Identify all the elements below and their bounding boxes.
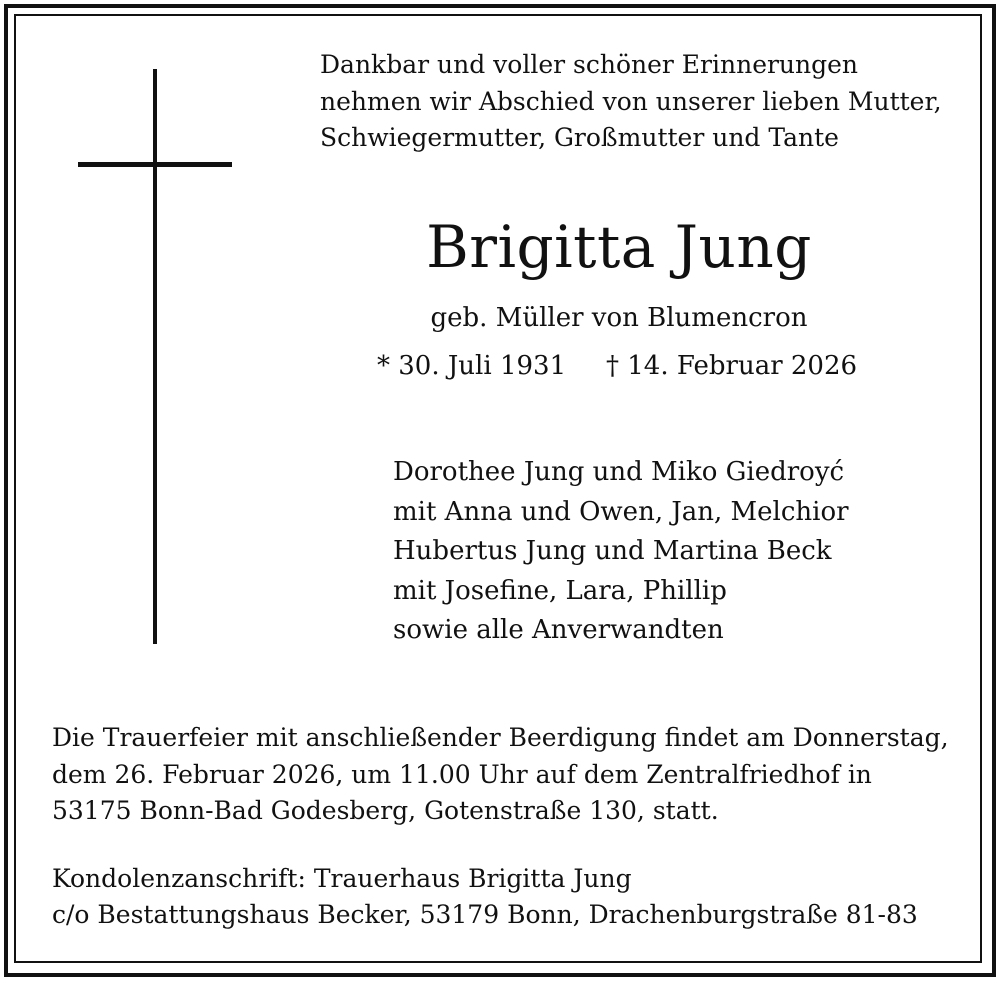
maiden-name: geb. Müller von Blumencron	[430, 303, 808, 333]
birth-date: * 30. Juli 1931	[377, 351, 567, 381]
intro-line: Schwiegermutter, Großmutter und Tante	[320, 123, 839, 152]
intro-line: nehmen wir Abschied von unserer lieben Mutter,	[320, 87, 942, 116]
condolence-line: Kondolenzanschrift: Trauerhaus Brigitta Jung	[52, 864, 632, 893]
notice-line: Die Trauerfeier mit anschließender Beerdigung findet am Donnerstag,	[52, 723, 949, 752]
mourner-line: mit Josefine, Lara, Phillip	[393, 576, 727, 606]
intro-line: Dankbar und voller schöner Erinnerungen	[320, 50, 859, 79]
notice-line: 53175 Bonn-Bad Godesberg, Gotenstraße 130, statt.	[52, 796, 719, 825]
mourner-line: Hubertus Jung und Martina Beck	[393, 536, 832, 566]
condolence-line: c/o Bestattungshaus Becker, 53179 Bonn, Drachenburgstraße 81-83	[52, 900, 918, 929]
cross-vertical-bar	[153, 69, 157, 644]
death-date: † 14. Februar 2026	[606, 351, 858, 381]
cross-horizontal-bar	[78, 162, 232, 167]
deceased-name: Brigitta Jung	[426, 213, 812, 281]
mourner-line: Dorothee Jung und Miko Giedroyć	[393, 457, 845, 487]
mourner-line: sowie alle Anverwandten	[393, 615, 724, 645]
mourner-line: mit Anna und Owen, Jan, Melchior	[393, 497, 849, 527]
notice-line: dem 26. Februar 2026, um 11.00 Uhr auf dem Zentralfriedhof in	[52, 760, 872, 789]
